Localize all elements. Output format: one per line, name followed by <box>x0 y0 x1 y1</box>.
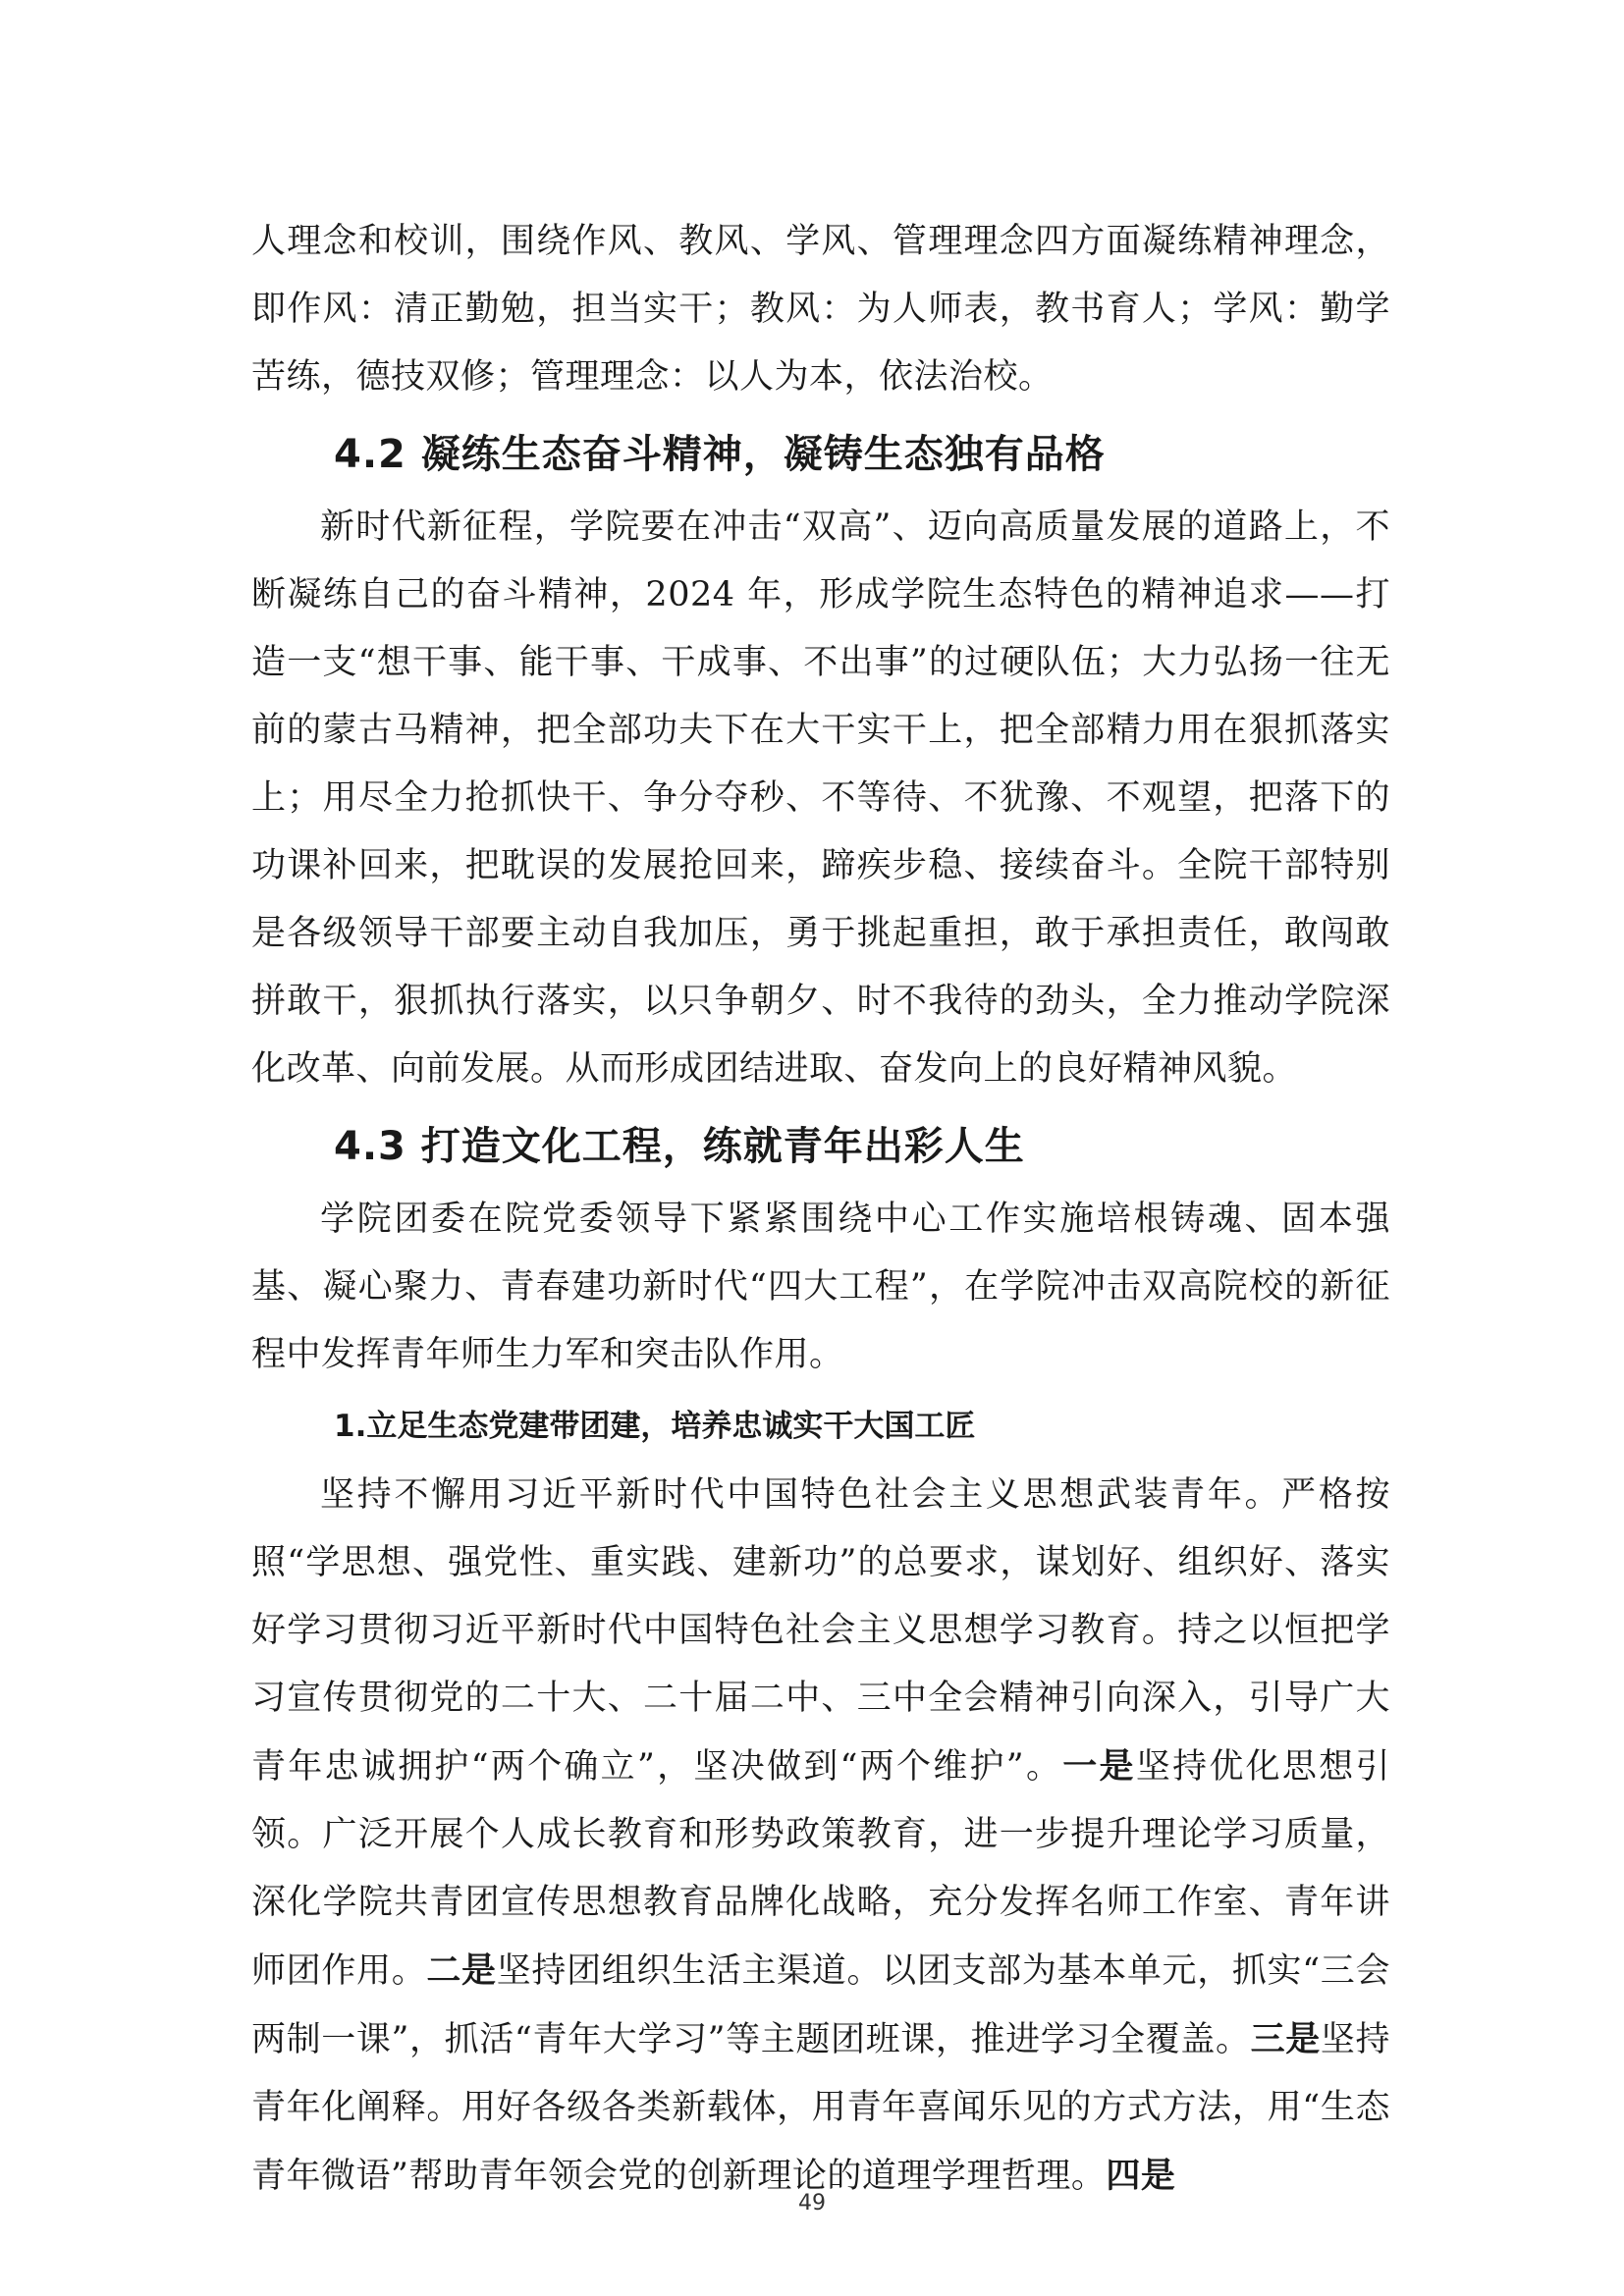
subsection-1-text-4: 坚持青年化阐释。用好各级各类新载体，用青年喜闻乐见的方式方法，用“生态青年微语”帮助青年领会党的创新理论的道理学理哲理。 <box>251 2020 1390 2196</box>
subsection-1-heading: 1.立足生态党建带团建，培养忠诚实干大国工匠 <box>334 1409 976 1444</box>
intro-paragraph: 人理念和校训，围绕作风、教风、学风、管理理念四方面凝练精神理念，即作风：清正勤勉，担当实干；教风：为人师表，教书育人；学风：勤学苦练，德技双修；管理理念：以人为本，依法治校。 <box>251 222 1390 397</box>
subsection-1-paragraph <box>251 1462 1390 2211</box>
lead-phrase-2: 二是 <box>426 1950 497 1991</box>
subsection-1-text-3: 坚持团组织生活主渠道。以团支部为基本单元，抓实“三会两制一课”，抓活“青年大学习”等主题团班课，推进学习全覆盖。 <box>251 1951 1390 2059</box>
section-4-2-heading: 4.2 凝练生态奋斗精神，凝铸生态独有品格 <box>334 432 1106 477</box>
subsection-1-text-2: 坚持优化思想引领。广泛开展个人成长教育和形势政策教育，进一步提升理论学习质量，深化学院共青团宣传思想教育品牌化战略，充分发挥名师工作室、青年讲师团作用。 <box>251 1747 1390 1991</box>
lead-phrase-3: 三是 <box>1250 2019 1321 2059</box>
lead-phrase-1: 一是 <box>1062 1746 1136 1787</box>
lead-phrase-4: 四是 <box>1106 2156 1176 2196</box>
page-number: 49 <box>798 2191 826 2216</box>
document-page <box>251 208 1390 2211</box>
section-4-3-paragraph: 学院团委在院党委领导下紧紧围绕中心工作实施培根铸魂、固本强基、凝心聚力、青春建功新时代“四大工程”，在学院冲击双高院校的新征程中发挥青年师生力军和突击队作用。 <box>251 1200 1390 1374</box>
subsection-1-text-1: 坚持不懈用习近平新时代中国特色社会主义思想武装青年。严格按照“学思想、强党性、重实践、建新功”的总要求，谋划好、组织好、落实好学习贯彻习近平新时代中国特色社会主义思想学习教育。持之以恒把学习宣传贯彻党的二十大、二十届二中、三中全会精神引向深入，引导广大青年忠诚拥护“两个确立”，坚决做到“两个维护”。 <box>251 1475 1390 1787</box>
section-4-2-paragraph: 新时代新征程，学院要在冲击“双高”、迈向高质量发展的道路上，不断凝练自己的奋斗精神，2024 年，形成学院生态特色的精神追求——打造一支“想干事、能干事、干成事、不出事”的过硬队伍；大力弘扬一往无前的蒙古马精神，把全部功夫下在大干实干上，把全部精力用在狠抓落实上；用尽全力抢抓快干、争分夺秒、不等待、不犹豫、不观望，把落下的功课补回来，把耽误的发展抢回来，蹄疾步稳、接续奋斗。全院干部特别是各级领导干部要主动自我加压，勇于挑起重担，敢于承担责任，敢闯敢拼敢干，狠抓执行落实，以只争朝夕、时不我待的劲头，全力推动学院深化改革、向前发展。从而形成团结进取、奋发向上的良好精神风貌。 <box>251 507 1390 1089</box>
section-4-3-heading: 4.3 打造文化工程，练就青年出彩人生 <box>334 1124 1025 1169</box>
